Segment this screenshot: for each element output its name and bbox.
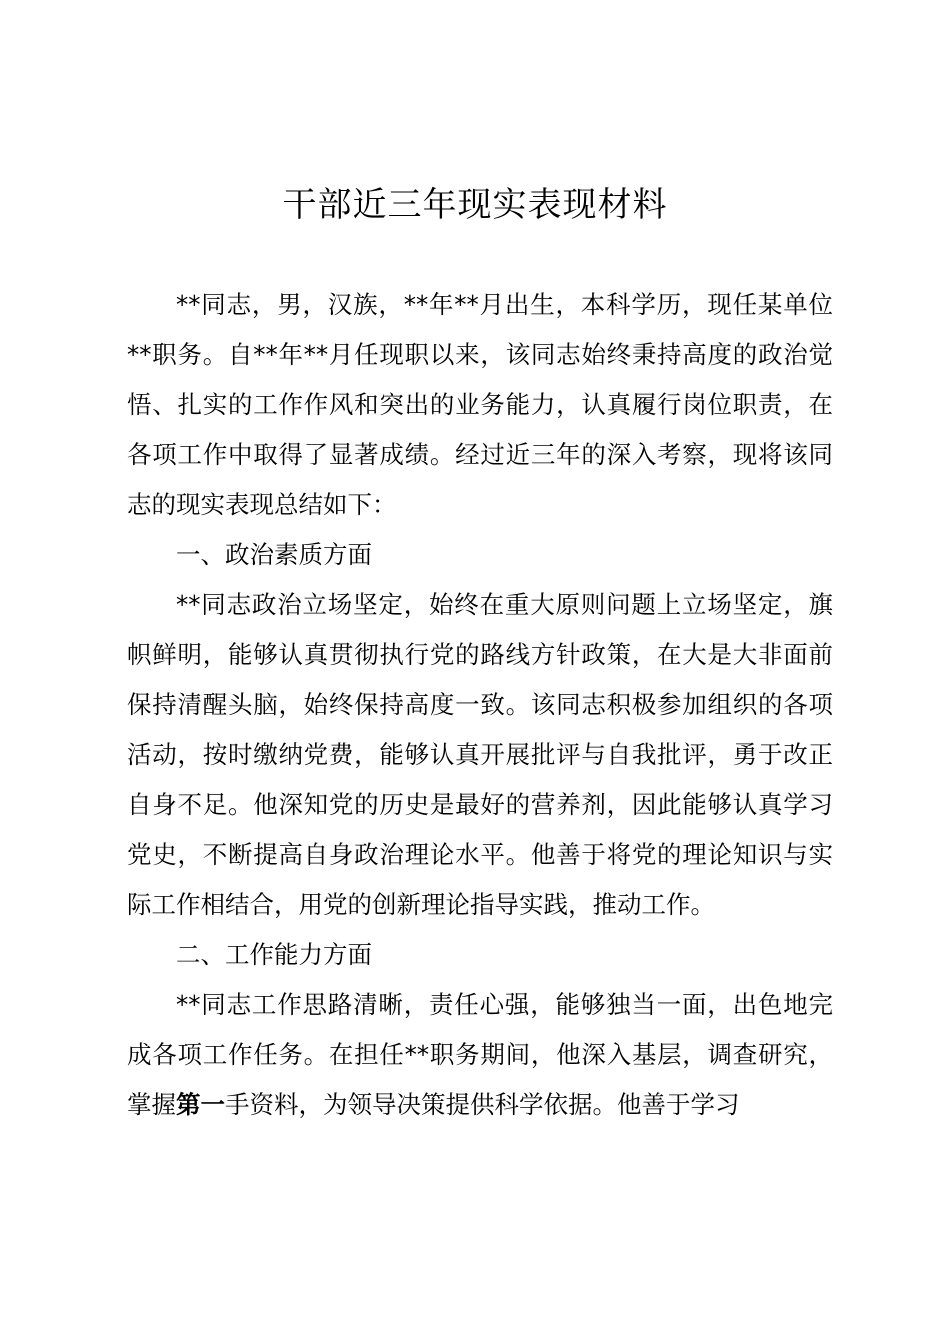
intro-paragraph: **同志，男，汉族，**年**月出生，本科学历，现任某单位**职务。自**年**月任现职以来，该同志始终秉持高度的政治觉悟、扎实的工作作风和突出的业务能力，认真履行岗位职责，在各项工作中取得了显著成绩。经过近三年的深入考察，现将该同志的现实表现总结如下： [127,290,833,519]
bold-emphasis-text: 第一 [176,1090,225,1119]
document-body [127,280,833,1130]
section-paragraph-political: **同志政治立场坚定，始终在重大原则问题上立场坚定，旗帜鲜明，能够认真贯彻执行党的路线方针政策，在大是大非面前保持清醒头脑，始终保持高度一致。该同志积极参加组织的各项活动，按时缴纳党费，能够认真开展批评与自我批评，勇于改正自身不足。他深知党的历史是最好的营养剂，因此能够认真学习党史，不断提高自身政治理论水平。他善于将党的理论知识与实际工作相结合，用党的创新理论指导实践，推动工作。 [127,590,833,919]
paragraph-text-part: 手资料，为领导决策提供科学依据。他善于学习 [225,1090,740,1119]
document-title: 干部近三年现实表现材料 [282,185,668,225]
section-heading-political: 一、政治素质方面 [176,540,372,569]
section-heading-work-ability: 二、工作能力方面 [176,940,372,969]
section-paragraph-work-ability [127,980,833,1130]
paragraph-text-part: **同志工作思路清晰，责任心强，能够独当一面，出色地完成各项工作任务。在担任**职务期间，他深入基层，调查研究，掌握 [127,990,833,1119]
